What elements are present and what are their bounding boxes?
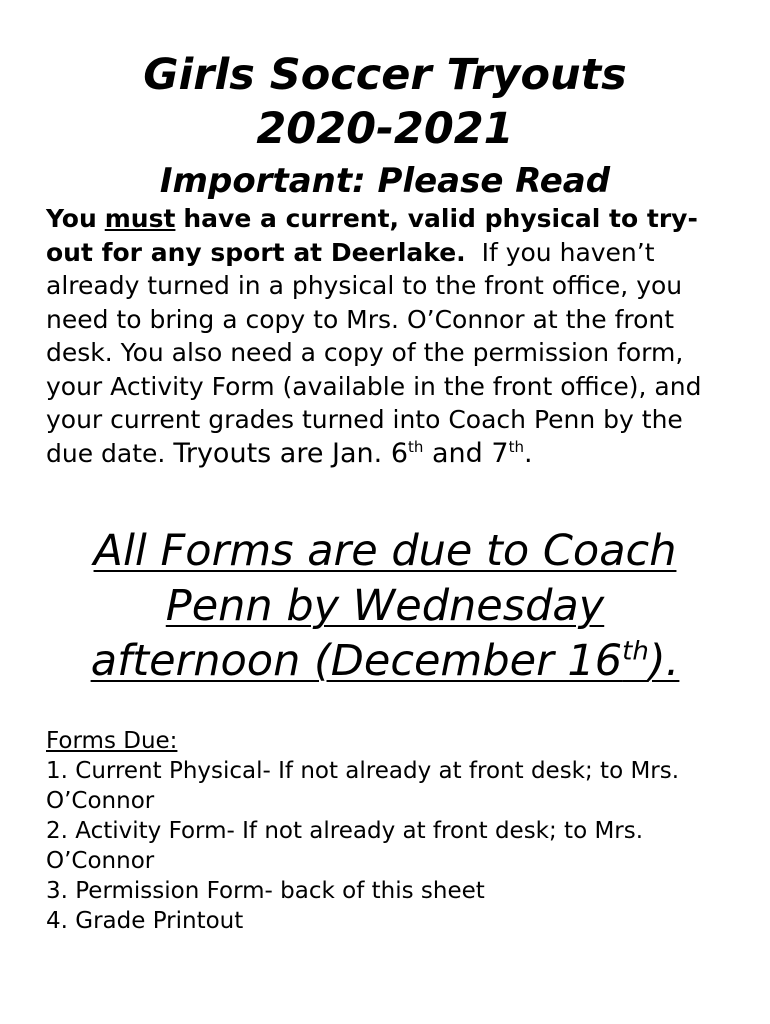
intro-paragraph — [46, 202, 736, 470]
tryouts-prefix: Tryouts are Jan. 6 — [173, 437, 409, 469]
deadline-date-end: ). — [648, 636, 680, 686]
forms-due-list — [46, 726, 736, 936]
intro-bold-you: You — [46, 204, 97, 233]
deadline-date-ordinal: th — [622, 636, 649, 667]
deadline-line-3-text — [91, 636, 680, 686]
subtitle: Important: Please Read — [159, 161, 611, 201]
tryouts-mid: and 7 — [432, 437, 509, 469]
deadline-line-2-text: Penn by Wednesday — [165, 581, 605, 631]
intro-body-text: If you haven’t already turned in a physical to the front office, you need to bring a copy to Mrs. O’Connor at the front desk. You also need a copy of the permission form, your Activity Form (available in the front office), and your current grades turned into Coach Penn by the due date. — [46, 237, 702, 468]
deadline-line-1-text: All Forms are due to Coach — [93, 526, 677, 576]
deadline-notice — [0, 524, 770, 689]
title-line-2: 2020-2021 — [256, 104, 514, 154]
deadline-date-prefix: afternoon (December 16 — [90, 636, 623, 686]
tryouts-dates — [173, 438, 532, 469]
deadline-line-3 — [0, 634, 770, 689]
list-item: 4. Grade Printout — [46, 908, 244, 934]
tryouts-ordinal-1: th — [408, 437, 424, 456]
list-item: 3. Permission Form- back of this sheet — [46, 878, 485, 904]
intro-bold-requirement: have a current, valid physical to try-out for any sport at Deerlake. — [46, 204, 698, 267]
list-item: 2. Activity Form- If not already at front desk; to Mrs. O’Connor — [46, 818, 644, 874]
title-line-1: Girls Soccer Tryouts — [143, 50, 627, 100]
intro-bold-must: must — [104, 204, 176, 233]
deadline-line-2 — [0, 579, 770, 634]
list-item: 1. Current Physical- If not already at front desk; to Mrs. O’Connor — [46, 758, 680, 814]
forms-due-header: Forms Due: — [46, 728, 178, 754]
tryouts-ordinal-2: th — [508, 437, 524, 456]
tryouts-end: . — [523, 437, 533, 469]
deadline-line-1 — [0, 524, 770, 579]
